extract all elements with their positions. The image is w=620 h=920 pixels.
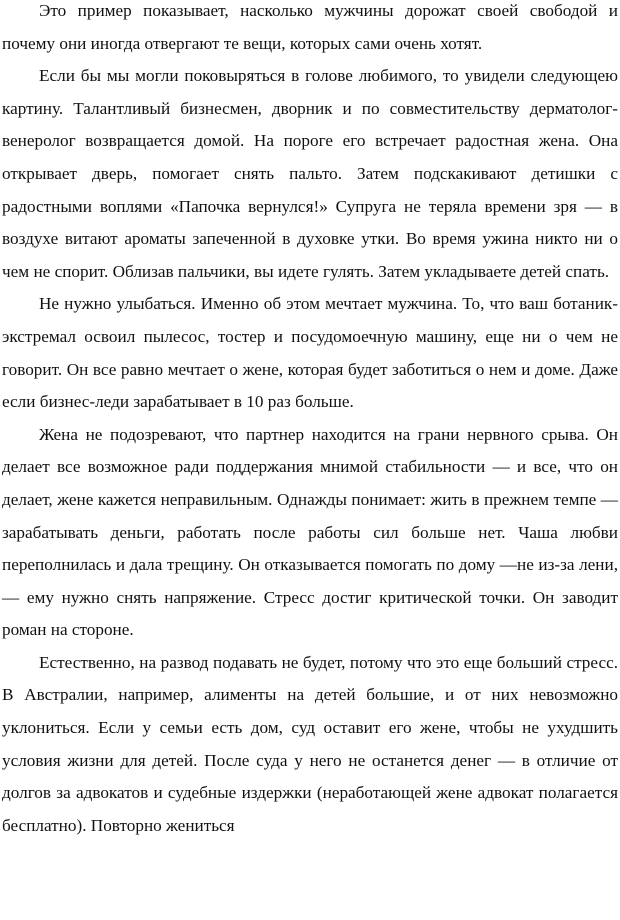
paragraph-ideal-picture: Если бы мы могли поковыряться в голове любимого, то увидели следующею картину. Талантливый бизнесмен, дворник и по совместительству дерматолог-венеролог возвращается домой. На пороге его встречает радостная жена. Она открывает дверь, помогает снять пальто. Затем подскакивают детишки с радостными воплями «Папочка вернулся!» Супруга не теряла времени зря — в воздухе витают ароматы запеченной в духовке утки. Во время ужина никто ни о чем не спорит. Облизав пальчики, вы идете гулять. Затем укладываете детей спать. bbox=[2, 66, 618, 281]
paragraph-divorce: Естественно, на развод подавать не будет, потому что это еще больший стресс. В Австралии, например, алименты на детей большие, и от них невозможно уклониться. Если у семьи есть дом, суд оставит его жене, чтобы не ухудшить условия жизни для детей. После суда у него не останется денег — в отличие от долгов за адвокатов и судебные издержки (неработающей жене адвокат полагается бесплатно). Повторно жениться bbox=[2, 652, 618, 835]
paragraph-mans-dream: Не нужно улыбаться. Именно об этом мечтает мужчина. То, что ваш ботаник-экстремал освоил пылесос, тостер и посудомоечную машину, еще ни о чем не говорит. Он все равно мечтает о жене, которая будет заботиться о нем и доме. Даже если бизнес-леди зарабатывает в 10 раз больше. bbox=[2, 294, 618, 412]
paragraph-freedom: Это пример показывает, насколько мужчины дорожат своей свободой и почему они иногда отвергают те вещи, которых сами очень хотят. bbox=[2, 1, 618, 53]
paragraph-nervous-breakdown: Жена не подозревают, что партнер находится на грани нервного срыва. Он делает все возможное ради поддержания мнимой стабильности — и все, что он делает, жене кажется неправильным. Однажды понимает: жить в прежнем темпе — зарабатывать деньги, работать после работы сил больше нет. Чаша любви переполнилась и дала трещину. Он отказывается помогать по дому —не из-за лени, — ему нужно снять напряжение. Стресс достиг критической точки. Он заводит роман на стороне. bbox=[2, 424, 618, 640]
